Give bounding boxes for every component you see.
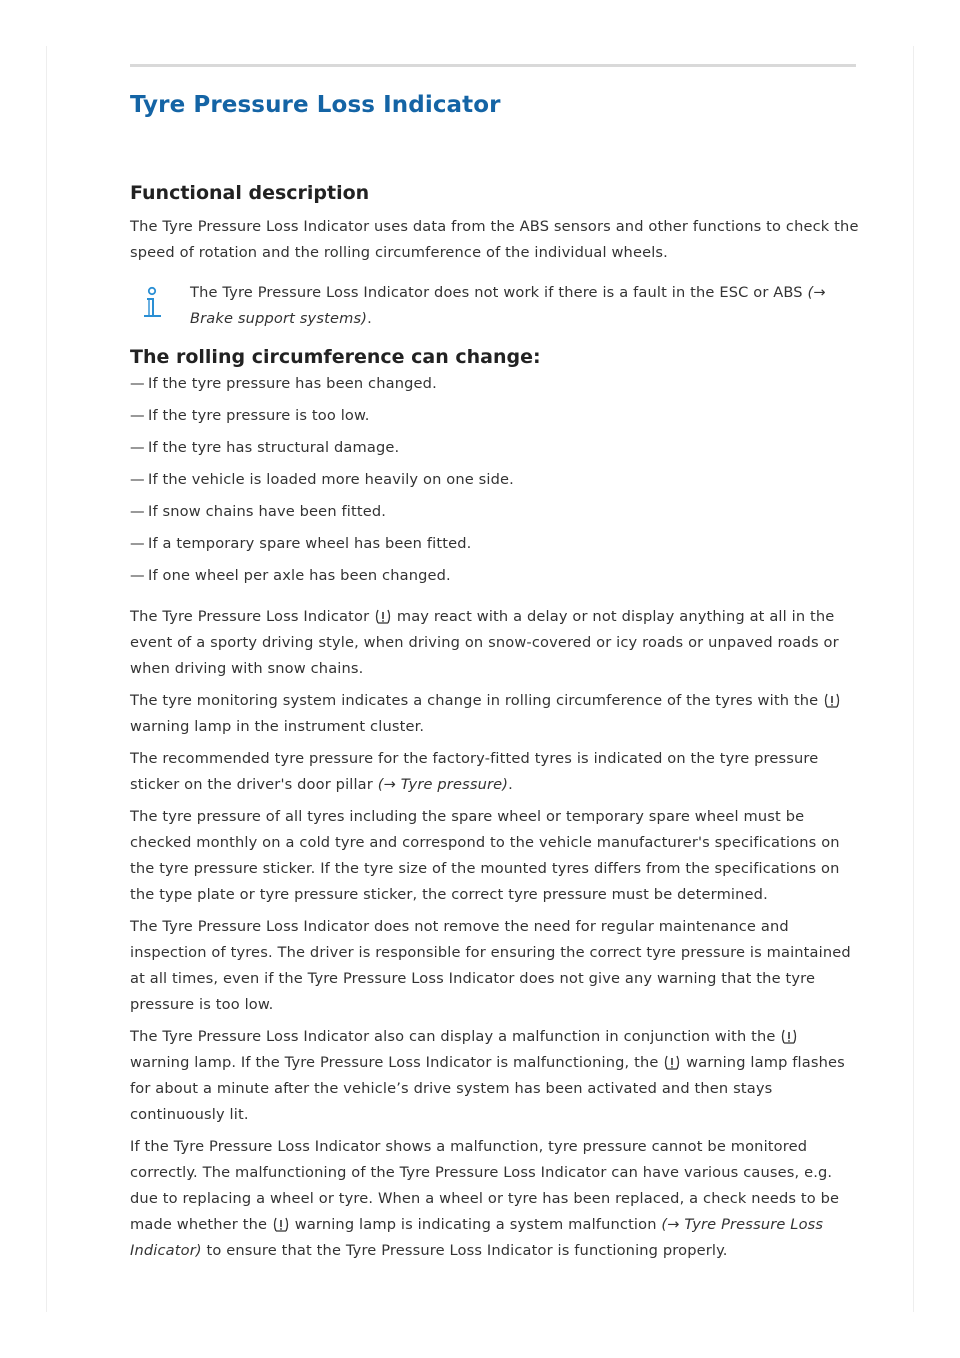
list-item-text: If the tyre has structural damage. <box>148 439 400 456</box>
xref-tyre-pressure-loss-indicator[interactable]: (→ Tyre Pressure Loss Indicator) <box>130 1216 824 1259</box>
paragraph-recommended-pressure <box>130 746 860 798</box>
list-item <box>130 438 860 458</box>
paragraph-text: may react with a delay or not display anything at all in the event of a sporty driving style, when driving on snow-covered or icy roads or unpaved roads or when driving with snow chains. <box>130 608 839 677</box>
paragraph-delay-reaction <box>130 604 860 682</box>
list-item-text: If the tyre pressure is too low. <box>148 407 370 424</box>
tyre-pressure-warning-icon <box>374 609 392 624</box>
list-item <box>130 566 860 586</box>
paragraph-text: warning lamp. If the Tyre Pressure Loss Indicator is malfunctioning, the <box>130 1054 659 1071</box>
info-note <box>130 280 860 332</box>
xref-tyre-pressure[interactable]: (→ Tyre pressure) <box>377 776 509 793</box>
paragraph-text: The recommended tyre pressure for the factory-fitted tyres is indicated on the tyre pressure sticker on the driver's door pillar <box>130 750 819 793</box>
paragraph-text: The Tyre Pressure Loss Indicator <box>130 608 370 625</box>
paragraph-rolling-change <box>130 688 860 740</box>
rolling-circumference-list <box>130 374 860 586</box>
xref-arrow[interactable]: (→ <box>807 284 826 301</box>
paragraph-text: warning lamp is indicating a system malfunction <box>294 1216 657 1233</box>
paragraph-text: . <box>508 776 513 793</box>
paragraph-text: If the Tyre Pressure Loss Indicator shows a malfunction, tyre pressure cannot be monitored correctly. The malfunctioning of the Tyre Pressure Loss Indicator can have various causes, e.g. due to replacing a wheel or tyre. When a wheel or tyre has been replaced, a check needs to be made whether the <box>130 1138 840 1233</box>
info-note-text <box>190 280 860 332</box>
page-margin-right <box>913 46 914 1312</box>
paragraph-text: The tyre monitoring system indicates a change in rolling circumference of the tyres with the <box>130 692 819 709</box>
paragraph-monthly-check: The tyre pressure of all tyres including the spare wheel or temporary spare wheel must be checked monthly on a cold tyre and correspond to the vehicle manufacturer's specifications on the tyre pressure sticker. If the tyre size of the mounted tyres differs from the specifications on the type plate or tyre pressure sticker, the correct tyre pressure must be determined. <box>130 808 840 903</box>
xref-brake-support-systems[interactable]: Brake support systems) <box>190 310 368 327</box>
list-item <box>130 374 860 394</box>
functional-description-text: The Tyre Pressure Loss Indicator uses data from the ABS sensors and other functions to check the speed of rotation and the rolling circumference of the individual wheels. <box>130 218 859 261</box>
list-item <box>130 534 860 554</box>
tyre-pressure-warning-icon <box>663 1055 681 1070</box>
list-item-text: If the tyre pressure has been changed. <box>148 375 437 392</box>
list-item-text: If the vehicle is loaded more heavily on one side. <box>148 471 514 488</box>
list-item <box>130 470 860 490</box>
section-heading-rolling-circumference: The rolling circumference can change: <box>130 346 541 368</box>
dash-marker: — <box>130 375 145 392</box>
paragraph-malfunction-causes <box>130 1134 860 1264</box>
page-title: Tyre Pressure Loss Indicator <box>130 92 501 118</box>
list-item-text: If snow chains have been fitted. <box>148 503 387 520</box>
document-content <box>130 90 860 1264</box>
page-margin-left <box>46 46 47 1312</box>
dash-marker: — <box>130 503 145 520</box>
tyre-pressure-warning-icon <box>823 693 841 708</box>
paragraph-text: The Tyre Pressure Loss Indicator also can display a malfunction in conjunction with the <box>130 1028 776 1045</box>
paragraph-malfunction-display <box>130 1024 860 1128</box>
dash-marker: — <box>130 567 145 584</box>
paragraph-text: warning lamp in the instrument cluster. <box>130 718 425 735</box>
tyre-pressure-warning-icon <box>272 1217 290 1232</box>
dash-marker: — <box>130 535 145 552</box>
paragraph-maintenance: The Tyre Pressure Loss Indicator does not remove the need for regular maintenance and inspection of tyres. The driver is responsible for ensuring the correct tyre pressure is maintained at all times, even if the Tyre Pressure Loss Indicator does not give any warning that the tyre pressure is too low. <box>130 918 851 1013</box>
list-item-text: If one wheel per axle has been changed. <box>148 567 451 584</box>
tyre-pressure-warning-icon <box>780 1029 798 1044</box>
info-note-end: . <box>367 310 372 327</box>
info-note-body: The Tyre Pressure Loss Indicator does not work if there is a fault in the ESC or ABS <box>190 284 803 301</box>
list-item-text: If a temporary spare wheel has been fitted. <box>148 535 472 552</box>
dash-marker: — <box>130 471 145 488</box>
list-item <box>130 502 860 522</box>
dash-marker: — <box>130 407 145 424</box>
section-heading-functional-description: Functional description <box>130 182 370 204</box>
info-icon <box>140 286 164 320</box>
paragraph-text: warning lamp flashes for about a minute after the vehicle’s drive system has been activated and then stays continuously lit. <box>130 1054 845 1123</box>
list-item <box>130 406 860 426</box>
dash-marker: — <box>130 439 145 456</box>
header-rule <box>130 64 856 67</box>
paragraph-text: to ensure that the Tyre Pressure Loss Indicator is functioning properly. <box>206 1242 728 1259</box>
